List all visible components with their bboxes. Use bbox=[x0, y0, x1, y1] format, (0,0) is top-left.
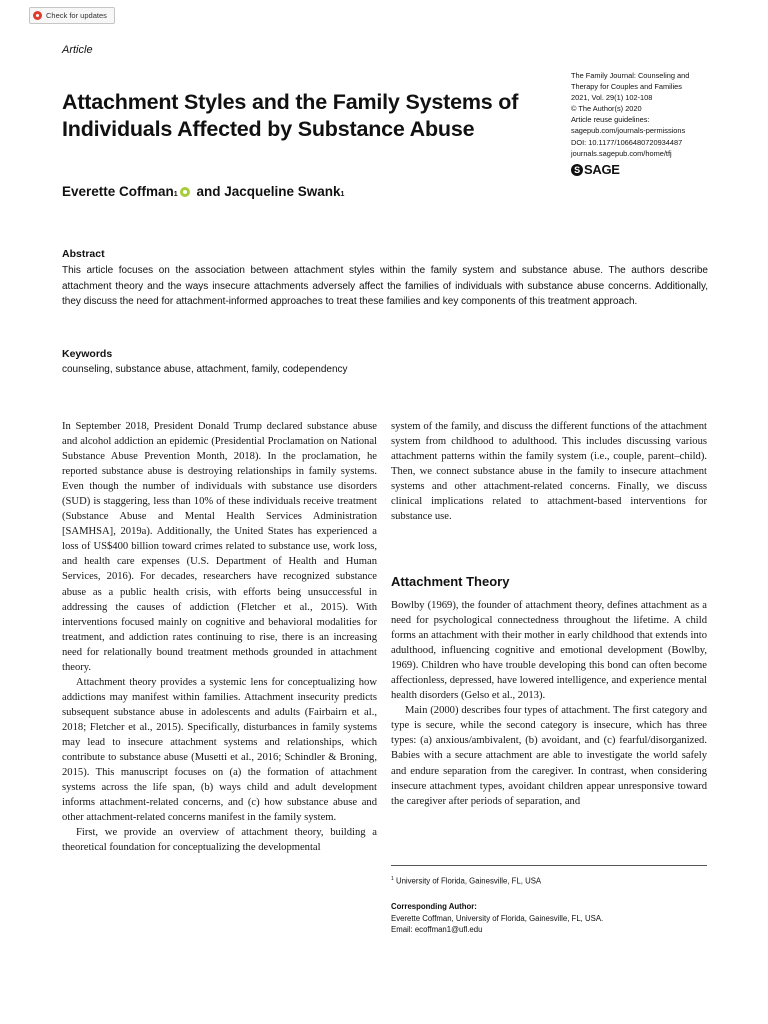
body-paragraph: First, we provide an overview of attachment theory, building a theoretical foundation for conceptualizing the developmental bbox=[62, 827, 377, 854]
journal-info-line: © The Author(s) 2020 bbox=[571, 104, 642, 114]
body-paragraph: Main (2000) describes four types of attachment. The first category and type is secure, while the second category is insecure, which has three types: (a) anxious/ambivalent, (b) avoidant, and (c) fearful/disorganized. Babies with a secure attachment are able to investigate the world safely and endure separation from the caregiver. In contrast, when considering insecure attachment types, avoidant children appear unresponsive toward the caregiver after periods of separation, and bbox=[391, 705, 707, 807]
section-heading: Attachment Theory bbox=[391, 574, 510, 589]
footnote-marker: 1 bbox=[391, 876, 394, 882]
corresponding-author-email[interactable]: Email: ecoffman1@ufl.edu bbox=[391, 925, 483, 934]
article-type-label: Article bbox=[62, 44, 93, 56]
author-list bbox=[62, 184, 344, 199]
author-name: Everette Coffman bbox=[62, 184, 174, 199]
abstract-heading: Abstract bbox=[62, 248, 105, 260]
keywords-text: counseling, substance abuse, attachment, family, codependency bbox=[62, 364, 348, 375]
abstract-text: This article focuses on the association between attachment styles within the family system and substance abuse. The authors describe attachment theory and the ways insecure attachments adversely affect the families of individuals with substance abuse concerns. Additionally, they discuss the need for attachment-informed approaches to treat these families and key components of this treatment approach. bbox=[62, 265, 708, 308]
article-title: Attachment Styles and the Family Systems of Individuals Affected by Substance Abuse bbox=[62, 90, 519, 141]
check-for-updates-badge[interactable] bbox=[29, 7, 115, 24]
body-paragraph: Attachment theory provides a systemic lens for conceptualizing how addictions may manifest within families. Attachment insecurity predicts subsequent substance abuse in adolescents and adults (Fairbairn et al., 2018; Fletcher et al., 2015). Specifically, disturbances in family systems may lead to insecure attachment systems and relationships, which contribute to substance abuse (Musetti et al., 2016; Schindler & Broning, 2015). This manuscript focuses on (a) the formation of attachment systems across the life span, (b) ways child and adult development informs attachment-related concerns, and (c) how substance abuse and other attachment-related concerns manifest in the family system. bbox=[62, 676, 377, 824]
affiliation-marker: 1 bbox=[340, 191, 345, 198]
sage-logo-text: SAGE bbox=[584, 162, 620, 177]
author-connector: and bbox=[192, 184, 225, 199]
update-icon bbox=[33, 11, 42, 20]
body-paragraph: In September 2018, President Donald Trump declared substance abuse and alcohol addiction an epidemic (Presidential Proclamation on National Substance Abuse Prevention Month, 2018). In the proclamation, he reported substance abuse is destroying relationships in family systems. Even though the number of individuals with substance use disorders (SUD) is staggering, less than 10% of these individuals receive treatment (Substance Abuse and Mental Health Services Administration [SAMHSA], 2019a). Additionally, the United States has experienced a loss of US$400 billion toward crimes related to substance use, work loss, and health care expenses (U.S. Department of Health and Human Services, 2016). For decades, researchers have recognized substance abuse as a public health crisis, with efforts being unsuccessful in addressing the causes of addiction (Fletcher et al., 2015). With interventions focused mainly on cognitive and behavioral modalities for treatment, and addiction rates continuing to rise, there is an increasing need for relationally bound treatment methods grounded in attachment theory. bbox=[62, 421, 377, 673]
body-paragraph: Bowlby (1969), the founder of attachment theory, defines attachment as a need for psychological connectedness throughout the lifetime. A child forms an attachment with their mother in early childhood that extends into adulthood, influencing cognitive and emotional development (Bowlby, 1969). Children who have trouble developing this bond can often become affectionless, depressed, have lowered intelligence, and experience mental health disorders (Gelso et al., 2013). bbox=[391, 600, 707, 702]
check-for-updates-label: Check for updates bbox=[46, 11, 107, 20]
corresponding-author-address: Everette Coffman, University of Florida, Gainesville, FL, USA. bbox=[391, 913, 604, 923]
keywords-heading: Keywords bbox=[62, 348, 113, 360]
footnote-divider bbox=[391, 865, 707, 866]
corresponding-author-label: Corresponding Author: bbox=[391, 902, 477, 911]
sage-logo bbox=[571, 162, 620, 177]
doi-line[interactable]: DOI: 10.1177/1066480720934487 bbox=[571, 137, 683, 147]
affiliation-footnote bbox=[391, 876, 541, 886]
journal-info-line: 2021, Vol. 29(1) 102-108 bbox=[571, 93, 653, 103]
body-paragraph: system of the family, and discuss the different functions of the attachment system from childhood to adulthood. This includes discussing various attachment patterns within the family system (i.e., couple, parent–child). Then, we connect substance abuse in the family to insecure attachment systems and other attachment-related concerns. Finally, we discuss clinical implications related to attachment-based interventions for substance use. bbox=[391, 421, 707, 523]
body-column-right-top bbox=[391, 419, 707, 524]
author-name: Jacqueline Swank bbox=[224, 184, 341, 199]
journal-info-line: The Family Journal: Counseling and bbox=[571, 71, 690, 80]
orcid-icon[interactable] bbox=[180, 187, 190, 197]
reuse-link[interactable]: sagepub.com/journals-permissions bbox=[571, 126, 686, 136]
sage-logo-icon: S bbox=[571, 164, 583, 176]
corresponding-author bbox=[391, 901, 603, 936]
journal-info bbox=[571, 70, 721, 159]
body-column-left bbox=[62, 419, 377, 855]
affiliation-marker: 1 bbox=[173, 191, 178, 198]
journal-home-link[interactable]: journals.sagepub.com/home/tfj bbox=[571, 148, 672, 158]
body-column-right bbox=[391, 598, 707, 809]
journal-info-line: Article reuse guidelines: bbox=[571, 115, 650, 125]
footnote-text: University of Florida, Gainesville, FL, USA bbox=[395, 876, 542, 886]
journal-info-line: Therapy for Couples and Families bbox=[571, 82, 682, 92]
